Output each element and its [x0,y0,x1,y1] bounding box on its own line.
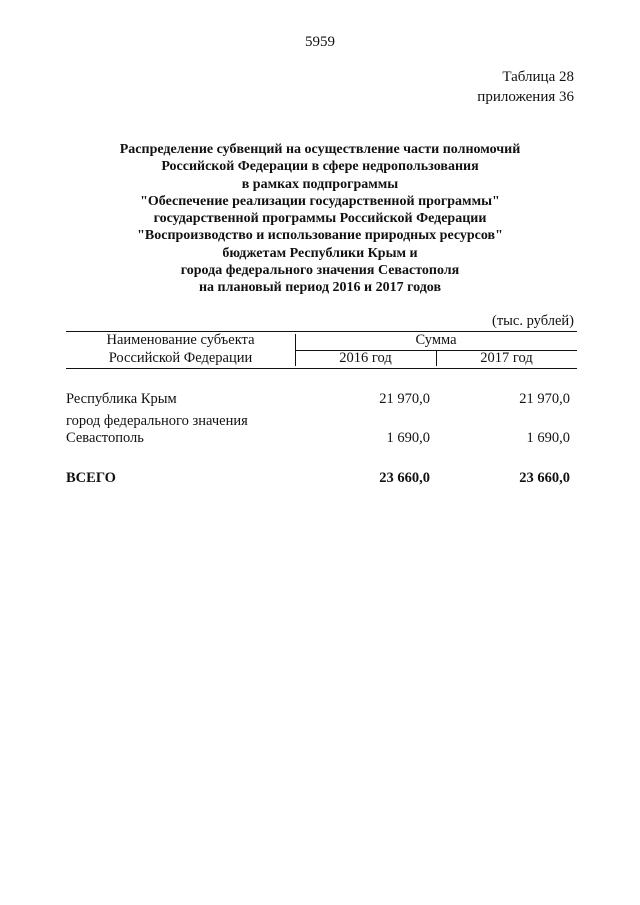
title-line: на плановый период 2016 и 2017 годов [198,280,442,296]
document-title [60,141,580,297]
row-value-2017: 21 970,0 [519,391,570,407]
header-year-2017: 2017 год [480,350,533,366]
row-name-line1: город федерального значения [66,413,248,429]
title-line: Российской Федерации в сфере недропользования [161,159,479,175]
total-value-2016: 23 660,0 [379,470,430,486]
row-value-2017: 1 690,0 [526,430,570,446]
total-value-2017: 23 660,0 [519,470,570,486]
table-reference-number: Таблица 28 [502,69,574,85]
table-reference-appendix: приложения 36 [477,89,574,105]
title-line: в рамках подпрограммы [241,176,399,192]
page-number: 5959 [305,34,335,50]
units-label: (тыс. рублей) [492,313,574,329]
total-label: ВСЕГО [66,470,116,486]
row-value-2016: 1 690,0 [386,430,430,446]
row-name-line2: Севастополь [66,430,144,446]
header-year-2016: 2016 год [339,350,392,366]
title-line: Распределение субвенций на осуществление части полномочий [119,142,521,157]
row-value-2016: 21 970,0 [379,391,430,407]
header-name-line2: Российской Федерации [108,350,253,366]
title-line: государственной программы Российской Федерации [153,211,487,227]
title-line: "Воспроизводство и использование природных ресурсов" [137,228,503,244]
header-sum: Сумма [415,332,457,348]
title-line: бюджетам Республики Крым и [222,245,418,261]
table-header [66,331,577,369]
row-name: Республика Крым [66,391,177,407]
table-reference [477,67,574,107]
header-name-line1: Наименование субъекта [106,332,255,348]
title-line: города федерального значения Севастополя [180,263,460,279]
title-line: "Обеспечение реализации государственной программы" [140,193,500,209]
